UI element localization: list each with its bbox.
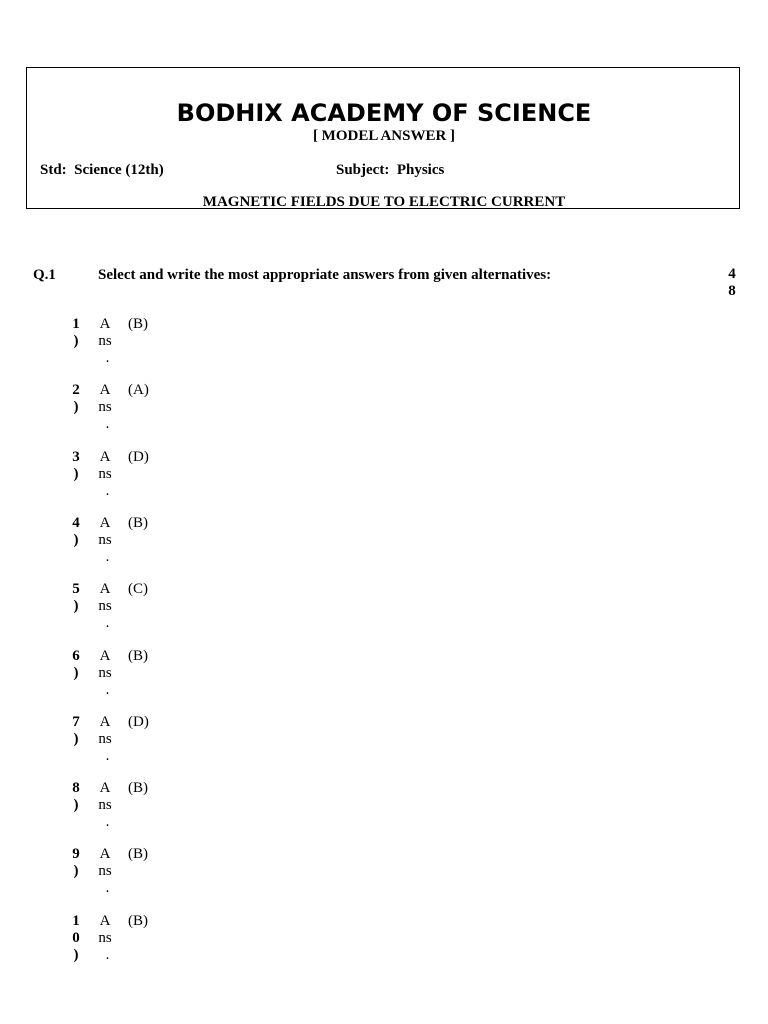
answer-number xyxy=(66,449,86,483)
answer-label-part: ns xyxy=(98,930,112,946)
answer-value: (B) xyxy=(128,648,148,664)
answer-label-part: ns xyxy=(98,797,112,813)
answer-item xyxy=(0,780,400,840)
document-type: [ MODEL ANSWER ] xyxy=(312,128,456,144)
answer-label-part: A xyxy=(99,714,111,730)
answer-number-part: 2 xyxy=(72,382,80,398)
answer-label-part: ns xyxy=(98,466,112,482)
answer-label-part: . xyxy=(105,615,110,631)
answer-label-part: . xyxy=(105,416,110,432)
answer-number-part: 1 xyxy=(72,316,80,332)
answer-number xyxy=(66,515,86,549)
standard-label: Std: Science (12th) xyxy=(40,162,164,178)
marks-digit: 8 xyxy=(728,283,736,299)
answer-number-part: ) xyxy=(73,665,79,681)
answer-item xyxy=(0,714,400,774)
answer-number xyxy=(66,780,86,814)
answer-number-part: 0 xyxy=(72,930,80,946)
answer-label-part: A xyxy=(99,515,111,531)
answer-value: (A) xyxy=(128,382,149,398)
answer-number xyxy=(66,316,86,350)
answer-value: (B) xyxy=(128,316,148,332)
answer-label-part: . xyxy=(105,350,110,366)
answer-label-part: . xyxy=(105,682,110,698)
answer-label xyxy=(96,316,114,367)
answer-label-part: ns xyxy=(98,399,112,415)
answer-value: (B) xyxy=(128,846,148,862)
answer-value: (D) xyxy=(128,714,149,730)
answer-label-part: ns xyxy=(98,598,112,614)
answer-number xyxy=(66,846,86,880)
answer-label xyxy=(96,846,114,897)
answer-label-part: ns xyxy=(98,731,112,747)
answer-item xyxy=(0,846,400,906)
answer-item xyxy=(0,913,400,973)
answer-label-part: . xyxy=(105,814,110,830)
answer-number-part: 9 xyxy=(72,846,80,862)
marks-digit: 4 xyxy=(728,266,736,282)
answer-label-part: A xyxy=(99,846,111,862)
answer-label xyxy=(96,449,114,500)
answer-item xyxy=(0,648,400,708)
answer-number-part: 1 xyxy=(72,913,80,929)
answer-number xyxy=(66,581,86,615)
answer-label-part: ns xyxy=(98,532,112,548)
chapter-title: MAGNETIC FIELDS DUE TO ELECTRIC CURRENT xyxy=(202,194,566,210)
answer-number xyxy=(66,648,86,682)
answer-number-part: ) xyxy=(73,333,79,349)
answer-value: (D) xyxy=(128,449,149,465)
answer-number-part: ) xyxy=(73,466,79,482)
answer-label-part: A xyxy=(99,780,111,796)
answer-label-part: A xyxy=(99,449,111,465)
answer-number xyxy=(66,714,86,748)
answer-value: (C) xyxy=(128,581,148,597)
answer-label-part: . xyxy=(105,947,110,963)
answer-label xyxy=(96,714,114,765)
answer-label xyxy=(96,780,114,831)
answer-number-part: 6 xyxy=(72,648,80,664)
answer-number-part: ) xyxy=(73,731,79,747)
answer-item xyxy=(0,449,400,509)
answer-label-part: . xyxy=(105,483,110,499)
answer-label-part: A xyxy=(99,382,111,398)
answer-number xyxy=(66,913,86,964)
answer-label-part: ns xyxy=(98,863,112,879)
answer-label xyxy=(96,581,114,632)
answer-label-part: A xyxy=(99,648,111,664)
academy-title: BODHIX ACADEMY OF SCIENCE xyxy=(176,99,592,127)
answer-number-part: ) xyxy=(73,947,79,963)
answer-number-part: 4 xyxy=(72,515,80,531)
answer-label-part: ns xyxy=(98,333,112,349)
answer-label xyxy=(96,913,114,964)
question-text: Select and write the most appropriate answers from given alternatives: xyxy=(98,267,552,283)
answer-label-part: A xyxy=(99,316,111,332)
answer-number xyxy=(66,382,86,416)
answer-number-part: ) xyxy=(73,532,79,548)
answer-label xyxy=(96,648,114,699)
answer-number-part: 3 xyxy=(72,449,80,465)
answer-label-part: A xyxy=(99,581,111,597)
answer-item xyxy=(0,382,400,442)
answer-item xyxy=(0,581,400,641)
answer-number-part: ) xyxy=(73,797,79,813)
answer-value: (B) xyxy=(128,913,148,929)
answer-label-part: . xyxy=(105,549,110,565)
answer-value: (B) xyxy=(128,515,148,531)
answer-number-part: ) xyxy=(73,863,79,879)
answer-item xyxy=(0,316,400,376)
answer-label-part: A xyxy=(99,913,111,929)
answer-label xyxy=(96,515,114,566)
answer-number-part: ) xyxy=(73,598,79,614)
answer-value: (B) xyxy=(128,780,148,796)
answer-item xyxy=(0,515,400,575)
question-number: Q.1 xyxy=(33,267,56,283)
answer-label-part: . xyxy=(105,880,110,896)
subject-label: Subject: Physics xyxy=(336,162,445,178)
answer-number-part: 8 xyxy=(72,780,80,796)
answer-number-part: ) xyxy=(73,399,79,415)
answer-number-part: 7 xyxy=(72,714,80,730)
answer-label xyxy=(96,382,114,433)
answer-label-part: ns xyxy=(98,665,112,681)
answer-number-part: 5 xyxy=(72,581,80,597)
answer-label-part: . xyxy=(105,748,110,764)
